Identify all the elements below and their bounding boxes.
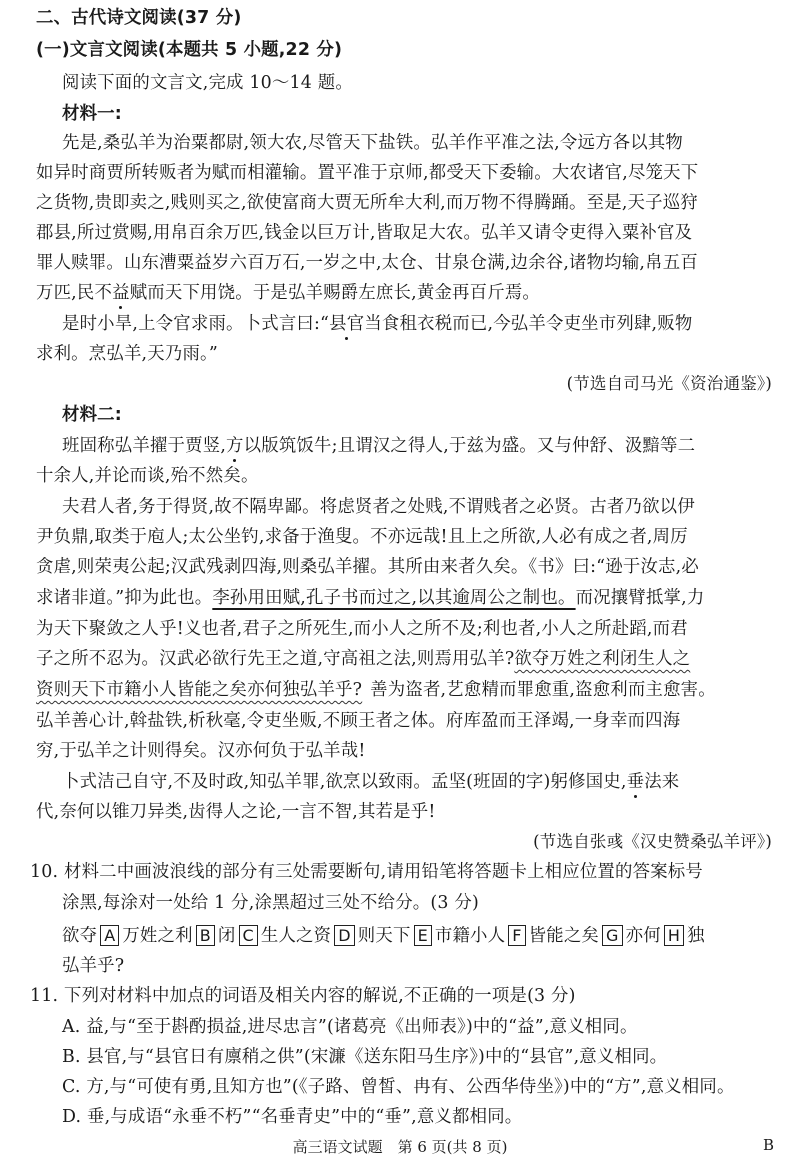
m2-line: 尹负鼎,取类于庖人;太公坐钓,求备于渔叟。不亦远哉!且上之所欲,人必有成之者,周厉 <box>36 527 688 547</box>
q11-stem: 11. 下列对材料中加点的词语及相关内容的解说,不正确的一项是(3 分) <box>30 986 576 1006</box>
wavy-underline-part2: 资则天下市籍小人皆能之矣亦何独弘羊乎? <box>36 680 363 700</box>
m2-line: 穷,于弘羊之计则得矣。汉亦何负于弘羊哉! <box>36 741 366 761</box>
answer-box-h[interactable]: H <box>664 925 684 946</box>
answer-box-d[interactable]: D <box>334 925 355 946</box>
wavy-underline-part1: 欲夺万姓之利闭生人之 <box>514 649 691 669</box>
q11-option-c[interactable]: C. 方,与“可使有勇,且知方也”(《子路、曾皙、冉有、公西华侍坐》)中的“方”,意义相同。 <box>62 1077 735 1097</box>
m2-line: 夫君人者,务于得贤,故不隔卑鄙。将虑贤者之处贱,不谓贱者之必贤。古者乃欲以伊 <box>62 497 695 517</box>
dotted-word-chui: 垂 <box>626 772 645 792</box>
dotted-word-yi: 益 <box>112 283 130 303</box>
q11-option-a[interactable]: A. 益,与“至于斟酌损益,进尽忠言”(诸葛亮《出师表》)中的“益”,意义相同。 <box>62 1017 638 1037</box>
material2-source: (节选自张彧《汉史赞桑弘羊评》) <box>533 832 772 851</box>
m2-line: 代,奈何以锥刀异类,齿得人之论,一言不智,其若是乎! <box>36 802 436 822</box>
m2-line: 贪虐,则荣夷公起;汉武残剥四海,则桑弘羊擢。其所由来者久矣。《书》曰:“逊于汝志,必 <box>36 557 699 577</box>
material2-label: 材料二: <box>62 405 122 425</box>
m2-line: 班固称弘羊擢于贾竖,方以版筑饭牛;且谓汉之得人,于兹为盛。又与仲舒、汲黯等二 <box>62 436 696 456</box>
subsection-title: (一)文言文阅读(本题共 5 小题,22 分) <box>36 40 343 60</box>
answer-box-c[interactable]: C <box>239 925 258 946</box>
dotted-word-xianguan: 县官 <box>329 314 365 334</box>
m1-line: 万匹,民不益赋而天下用饶。于是弘羊赐爵左庶长,黄金再百斤焉。 <box>36 283 541 303</box>
m2-line: 卜式洁己自守,不及时政,知弘羊罪,欲烹以致雨。孟坚(班固的字)躬修国史,垂法来 <box>62 772 680 792</box>
underlined-sentence: 李孙用田赋,孔子书而过之,以其逾周公之制也。 <box>212 588 576 608</box>
m2-line: 子之所不忍为。汉武必欲行先王之道,守高祖之法,则焉用弘羊?欲夺万姓之利闭生人之 <box>36 649 691 669</box>
q10-stem-line2: 涂黑,每涂对一处给 1 分,涂黑超过三处不给分。(3 分) <box>62 893 479 913</box>
instruction: 阅读下面的文言文,完成 10～14 题。 <box>62 73 353 93</box>
m1-line: 求利。烹弘羊,天乃雨。” <box>36 344 219 364</box>
m2-line: 十余人,并论而谈,殆不然矣。 <box>36 466 259 486</box>
q11-option-d[interactable]: D. 垂,与成语“永垂不朽”“名垂青史”中的“垂”,意义都相同。 <box>62 1107 523 1127</box>
answer-box-g[interactable]: G <box>602 925 623 946</box>
m1-line: 如异时商贾所转贩者为赋而相灌输。置平准于京师,都受天下委输。大农诸官,尽笼天下 <box>36 163 699 183</box>
m1-line: 罪人赎罪。山东漕粟益岁六百万石,一岁之中,太仓、甘泉仓满,边余谷,诸物均输,帛五百 <box>36 253 698 273</box>
m2-line: 资则天下市籍小人皆能之矣亦何独弘羊乎? 善为盗者,艺愈精而罪愈重,盗愈利而主愈害。 <box>36 680 716 700</box>
m2-line: 求诸非道。”抑为此也。李孙用田赋,孔子书而过之,以其逾周公之制也。而况攘臂抵掌,力 <box>36 588 705 608</box>
m1-line: 郡县,所过赏赐,用帛百余万匹,钱金以巨万计,皆取足大农。弘羊又请令吏得入粟补官及 <box>36 223 693 243</box>
material1-source: (节选自司马光《资治通鉴》) <box>566 374 772 393</box>
q10-stem-line1: 10. 材料二中画波浪线的部分有三处需要断句,请用铅笔将答题卡上相应位置的答案标号 <box>30 862 703 882</box>
answer-box-f[interactable]: F <box>508 925 525 946</box>
material1-label: 材料一: <box>62 104 122 124</box>
page-footer: 高三语文试题 第 6 页(共 8 页) <box>292 1138 508 1156</box>
version-mark: B <box>762 1136 774 1154</box>
answer-box-b[interactable]: B <box>196 925 215 946</box>
q10-tail: 弘羊乎? <box>62 956 125 976</box>
m1-line: 是时小旱,上令官求雨。卜式言曰:“县官当食租衣税而已,今弘羊令吏坐市列肆,贩物 <box>62 314 693 334</box>
dotted-word-fang: 方 <box>226 436 244 456</box>
q11-option-b[interactable]: B. 县官,与“县官日有廪稍之供”(宋濂《送东阳马生序》)中的“县官”,意义相同。 <box>62 1047 668 1067</box>
section-title: 二、古代诗文阅读(37 分) <box>36 8 242 28</box>
m2-line: 为天下聚敛之人乎!义也者,君子之所死生,而小人之所不及;利也者,小人之所赴蹈,而君 <box>36 619 688 639</box>
answer-box-e[interactable]: E <box>414 925 432 946</box>
m1-line: 先是,桑弘羊为治粟都尉,领大农,尽管天下盐铁。弘羊作平准之法,令远方各以其物 <box>62 133 683 153</box>
m2-line: 弘羊善心计,斡盐铁,析秋毫,令吏坐贩,不顾王者之体。府库盈而王泽竭,一身幸而四海 <box>36 711 681 731</box>
answer-box-a[interactable]: A <box>100 925 119 946</box>
q10-options: 欲夺 A 万姓之利 B 闭 C 生人之资 D 则天下 E 市籍小人 F 皆能之矣 G 亦何 H 独 <box>62 926 705 946</box>
m1-line: 之货物,贵即卖之,贱则买之,欲使富商大贾无所牟大利,而万物不得腾踊。至是,天子巡狩 <box>36 193 698 213</box>
